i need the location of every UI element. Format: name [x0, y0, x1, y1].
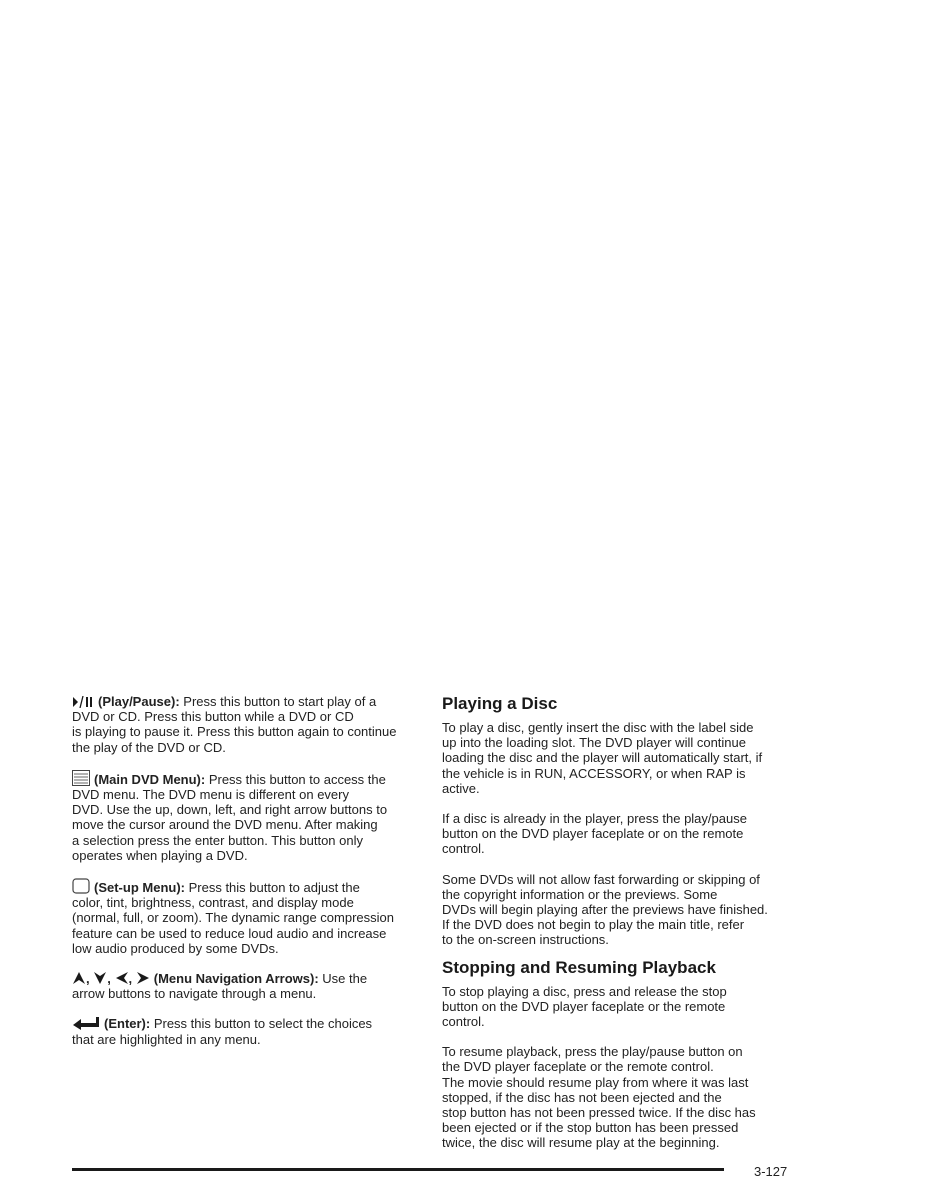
arrow-right-icon	[136, 971, 150, 985]
play-pause-term: (Play/Pause):	[98, 694, 180, 709]
left-column	[72, 694, 420, 1062]
arrow-down-icon	[93, 971, 107, 985]
nav-arrows-term: (Menu Navigation Arrows):	[153, 971, 319, 987]
heading-stopping-resuming: Stopping and Resuming Playback	[442, 957, 716, 977]
arrow-separator: ,	[86, 971, 90, 987]
setup-menu-term: (Set-up Menu):	[94, 880, 185, 896]
setup-menu-text: Press this button to adjust the color, tint, brightness, contrast, and display mode (normal, full, or zoom). The dynamic range compression feature can be used to reduce loud audio and increase low audio produced by some DVDs.	[72, 880, 394, 956]
stopping-paragraph-1: To stop playing a disc, press and release the stop button on the DVD player faceplate or the remote control.	[442, 983, 727, 1030]
right-column	[442, 694, 792, 1166]
heading-playing-a-disc: Playing a Disc	[442, 694, 558, 713]
menu-list-icon	[72, 770, 90, 786]
stopping-paragraph-2: To resume playback, press the play/pause button on the DVD player faceplate or the remote control. The movie should resume play from where it was last stopped, if the disc has not been ejected and the stop button has not been pressed twice. If the disc has been ejected or if the stop button has been pressed twice, the disc will resume play at the beginning.	[442, 1044, 756, 1151]
setup-square-icon	[72, 878, 90, 894]
enter-term: (Enter):	[104, 1016, 151, 1032]
playing-paragraph-2: If a disc is already in the player, press the play/pause button on the DVD player faceplate or on the remote control.	[442, 811, 747, 857]
play-pause-paragraph	[72, 694, 420, 755]
arrow-separator: ,	[128, 971, 133, 987]
playing-paragraph-3: Some DVDs will not allow fast forwarding or skipping of the copyright information or the previews. Some DVDs will begin playing after the previews have finished. If the DVD does not begin to play the main title, refer to the on-screen instructions.	[442, 871, 768, 948]
main-menu-text: Press this button to access the DVD menu. The DVD menu is different on every DVD. Use the up, down, left, and right arrow buttons to move the cursor around the DVD menu. After making a selection press the enter button. This button only operates when playing a DVD.	[72, 771, 388, 863]
nav-arrows-text: Use the arrow buttons to navigate through a menu.	[72, 971, 368, 1002]
playing-paragraph-1: To play a disc, gently insert the disc with the label side up into the loading slot. The DVD player will continue loading the disc and the player will automatically start, if the vehicle is in RUN, ACCESSORY, or when RAP is active.	[442, 720, 763, 796]
arrow-separator: ,	[107, 971, 111, 987]
enter-icon	[72, 1017, 100, 1030]
play-pause-icon	[72, 696, 94, 708]
play-pause-text: Press this button to start play of a DVD or CD. Press this button while a DVD or CD is playing to pause it. Press this button again to continue the play of the DVD or CD.	[72, 694, 397, 755]
main-menu-paragraph	[72, 770, 420, 863]
enter-text: Press this button to select the choices that are highlighted in any menu.	[72, 1016, 373, 1047]
arrow-left-icon	[115, 971, 129, 985]
page-number: 3-127	[754, 1164, 788, 1179]
enter-paragraph	[72, 1016, 420, 1046]
main-menu-term: (Main DVD Menu):	[94, 771, 206, 787]
setup-menu-paragraph	[72, 878, 420, 956]
nav-arrows-paragraph	[72, 971, 420, 1001]
footer-rule	[72, 1168, 724, 1171]
arrow-up-icon	[72, 971, 86, 985]
